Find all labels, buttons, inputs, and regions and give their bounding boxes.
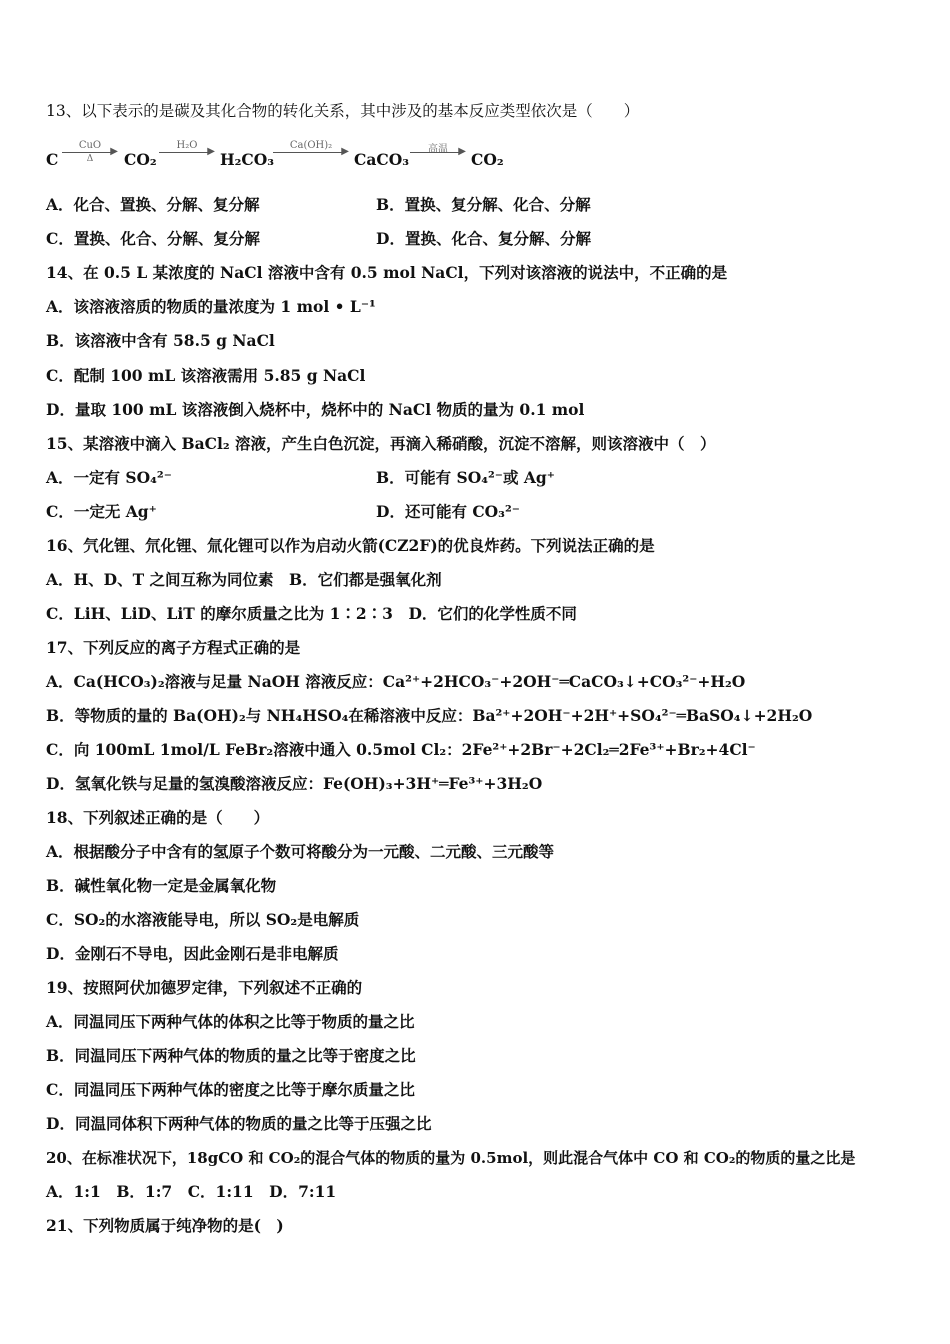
q20-options: A．1:1 B．1:7 C．1:11 D．7:11 (46, 1182, 337, 1201)
chain-h2co3: H₂CO₃ (220, 150, 275, 169)
chain-co2-final: CO₂ (471, 150, 504, 169)
q19-option-a: A．同温同压下两种气体的体积之比等于物质的量之比 (46, 1012, 415, 1031)
q19-option-c: C．同温同压下两种气体的密度之比等于摩尔质量之比 (46, 1080, 415, 1099)
q19-stem: 19、按照阿伏加德罗定律，下列叙述不正确的 (46, 978, 363, 997)
arrow-head-icon: ▶ (341, 146, 349, 157)
q17-option-a: A．Ca(HCO₃)₂溶液与足量 NaOH 溶液反应：Ca²⁺+2HCO₃⁻+2OH⁻═CaCO₃↓+CO₃²⁻+H₂O (46, 672, 746, 691)
q19-option-d: D．同温同体积下两种气体的物质的量之比等于压强之比 (46, 1114, 432, 1133)
arrow-1-condition: CuO (78, 140, 102, 151)
q17-stem: 17、下列反应的离子方程式正确的是 (46, 638, 301, 657)
q18-stem: 18、下列叙述正确的是（ ） (46, 808, 270, 827)
q20-stem: 20、在标准状况下，18gCO 和 CO₂的混合气体的物质的量为 0.5mol，则此混合气体中 CO 和 CO₂的物质的量之比是 (46, 1149, 856, 1167)
q18-option-d: D．金刚石不导电，因此金刚石是非电解质 (46, 944, 339, 963)
q13-option-b: B．置换、复分解、化合、分解 (376, 195, 591, 214)
arrow-2-condition: H₂O (176, 140, 198, 151)
q18-option-b: B．碱性氧化物一定是金属氧化物 (46, 876, 277, 895)
arrow-head-icon: ▶ (110, 146, 118, 157)
q13-option-c: C．置换、化合、分解、复分解 (46, 229, 260, 248)
q14-option-a: A．该溶液溶质的物质的量浓度为 1 mol • L⁻¹ (46, 297, 376, 316)
q17-option-d: D．氢氧化铁与足量的氢溴酸溶液反应：Fe(OH)₃+3H⁺═Fe³⁺+3H₂O (46, 774, 543, 793)
q14-option-b: B．该溶液中含有 58.5 g NaCl (46, 331, 275, 350)
q15-option-a: A．一定有 SO₄²⁻ (46, 468, 172, 487)
q17-option-c: C．向 100mL 1mol/L FeBr₂溶液中通入 0.5mol Cl₂：2Fe²⁺+2Br⁻+2Cl₂═2Fe³⁺+Br₂+4Cl⁻ (46, 740, 756, 759)
q17-option-b: B．等物质的量的 Ba(OH)₂与 NH₄HSO₄在稀溶液中反应：Ba²⁺+2OH⁻+2H⁺+SO₄²⁻═BaSO₄↓+2H₂O (46, 706, 813, 725)
q15-option-b: B．可能有 SO₄²⁻或 Ag⁺ (376, 468, 555, 487)
q16-options-ab: A．H、D、T 之间互称为同位素 B．它们都是强氧化剂 (46, 570, 442, 589)
q16-options-cd: C．LiH、LiD、LiT 的摩尔质量之比为 1∶2∶3 D．它们的化学性质不同 (46, 604, 577, 623)
q16-stem: 16、氕化锂、氘化锂、氚化锂可以作为启动火箭(CZ2F)的优良炸药。下列说法正确的是 (46, 536, 655, 555)
q18-option-a: A．根据酸分子中含有的氢原子个数可将酸分为一元酸、二元酸、三元酸等 (46, 842, 555, 861)
arrow-2 (159, 140, 215, 170)
arrow-1 (62, 140, 118, 170)
q19-option-b: B．同温同压下两种气体的物质的量之比等于密度之比 (46, 1046, 416, 1065)
arrow-4 (410, 140, 466, 170)
q14-stem: 14、在 0.5 L 某浓度的 NaCl 溶液中含有 0.5 mol NaCl，下列对该溶液的说法中，不正确的是 (46, 263, 728, 282)
q14-option-d: D．量取 100 mL 该溶液倒入烧杯中，烧杯中的 NaCl 物质的量为 0.1 mol (46, 400, 585, 419)
q15-option-c: C．一定无 Ag⁺ (46, 502, 157, 521)
q14-option-c: C．配制 100 mL 该溶液需用 5.85 g NaCl (46, 366, 366, 385)
arrow-head-icon: ▶ (207, 146, 215, 157)
arrow-4-condition: 高温 (428, 144, 448, 155)
chain-co2: CO₂ (124, 150, 157, 169)
arrow-head-icon: ▶ (458, 146, 466, 157)
q21-stem: 21、下列物质属于纯净物的是( ) (46, 1216, 284, 1235)
q18-option-c: C．SO₂的水溶液能导电，所以 SO₂是电解质 (46, 910, 360, 929)
chain-c: C (46, 150, 59, 169)
q13-stem: 13、以下表示的是碳及其化合物的转化关系，其中涉及的基本反应类型依次是（ ） (46, 102, 640, 120)
arrow-3-condition: Ca(OH)₂ (289, 140, 333, 151)
q15-option-d: D．还可能有 CO₃²⁻ (376, 502, 520, 521)
arrow-1-heat: Δ (86, 154, 94, 164)
q13-option-d: D．置换、化合、复分解、分解 (376, 229, 591, 248)
arrow-3 (273, 140, 349, 170)
q13-option-a: A．化合、置换、分解、复分解 (46, 195, 260, 214)
q15-stem: 15、某溶液中滴入 BaCl₂ 溶液，产生白色沉淀，再滴入稀硝酸，沉淀不溶解，则该溶液中（ ） (46, 434, 716, 453)
chain-caco3: CaCO₃ (354, 150, 410, 169)
